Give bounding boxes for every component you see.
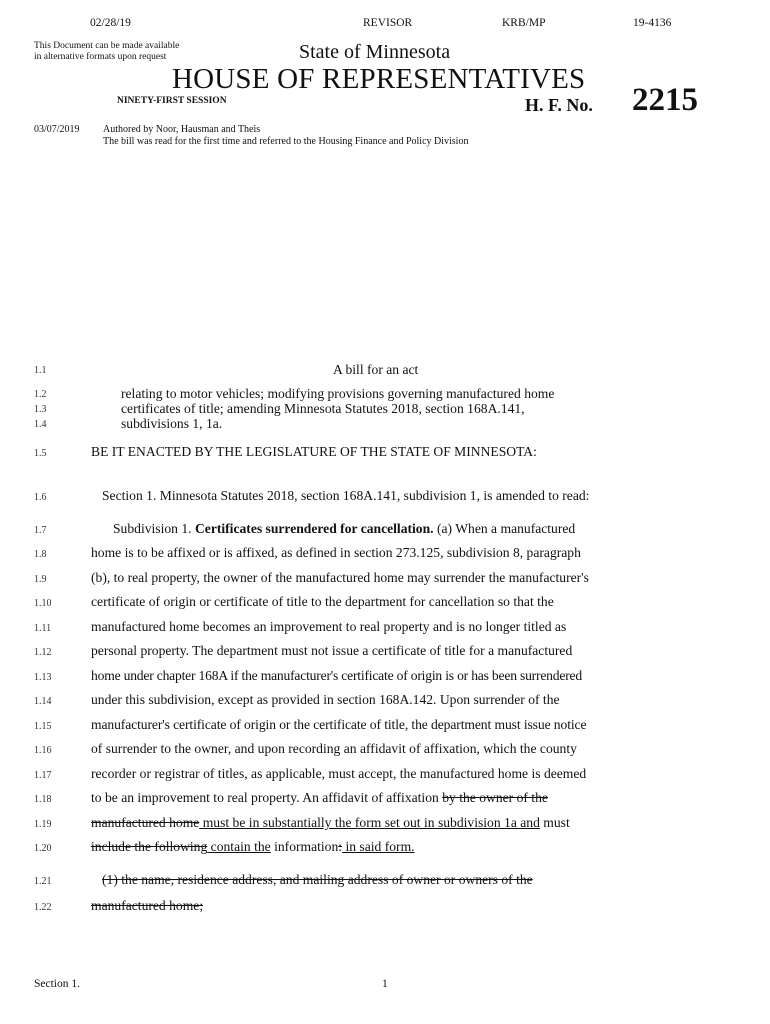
line-number: 1.13 bbox=[34, 672, 52, 683]
line-number: 1.22 bbox=[34, 902, 52, 913]
body-text: must bbox=[539, 815, 570, 830]
title-line: subdivisions 1, 1a. bbox=[121, 416, 223, 431]
body-line: home under chapter 168A if the manufacturer's certificate of origin is or has been surrendered bbox=[91, 668, 582, 683]
header-doc-id: 19-4136 bbox=[633, 17, 672, 29]
notice-line-1: This Document can be made available bbox=[34, 41, 180, 51]
body-line: personal property. The department must not issue a certificate of title for a manufactured bbox=[91, 643, 573, 658]
inserted-text: in said form. bbox=[342, 839, 415, 854]
line-number: 1.5 bbox=[34, 448, 47, 459]
line-number: 1.9 bbox=[34, 574, 47, 585]
body-line: of surrender to the owner, and upon recording an affidavit of affixation, which the county bbox=[91, 741, 577, 756]
header-revisor: REVISOR bbox=[363, 17, 413, 29]
enacting-clause: BE IT ENACTED BY THE LEGISLATURE OF THE STATE OF MINNESOTA: bbox=[91, 444, 537, 459]
line-number: 1.6 bbox=[34, 492, 47, 503]
struck-text: by the owner of the bbox=[442, 790, 548, 805]
line-number: 1.10 bbox=[34, 598, 52, 609]
body-line: manufactured home becomes an improvement to real property and is no longer titled as bbox=[91, 619, 567, 634]
meta-date: 03/07/2019 bbox=[34, 124, 80, 135]
hf-number: 2215 bbox=[632, 82, 698, 118]
notice-line-2: in alternative formats upon request bbox=[34, 52, 167, 62]
section-heading: Section 1. Minnesota Statutes 2018, section 168A.141, subdivision 1, is amended to read: bbox=[102, 488, 590, 503]
line-number: 1.17 bbox=[34, 770, 52, 781]
body-line: home is to be affixed or is affixed, as defined in section 273.125, subdivision 8, paragraph bbox=[91, 545, 581, 560]
header-initials: KRB/MP bbox=[502, 17, 546, 29]
body-text: (a) When a manufactured bbox=[433, 521, 576, 536]
struck-text: include the following bbox=[91, 839, 208, 854]
line-number: 1.20 bbox=[34, 843, 52, 854]
line-number: 1.21 bbox=[34, 876, 52, 887]
line-number: 1.16 bbox=[34, 745, 52, 756]
body-line bbox=[91, 839, 415, 855]
footer-section: Section 1. bbox=[34, 978, 80, 990]
authored-by: Authored by Noor, Hausman and Theis bbox=[103, 124, 261, 135]
alternative-format-notice bbox=[34, 41, 179, 63]
line-number: 1.3 bbox=[34, 404, 47, 415]
line-number: 1.2 bbox=[34, 389, 47, 400]
referral-note: The bill was read for the first time and referred to the Housing Finance and Policy Division bbox=[103, 136, 469, 147]
line-number: 1.7 bbox=[34, 525, 47, 536]
body-line: (b), to real property, the owner of the manufactured home may surrender the manufacturer's bbox=[91, 570, 589, 585]
state-title: State of Minnesota bbox=[299, 41, 451, 63]
body-line bbox=[113, 521, 575, 537]
line-number: 1.4 bbox=[34, 419, 47, 430]
meta-block bbox=[103, 124, 468, 148]
line-number: 1.15 bbox=[34, 721, 52, 732]
body-line bbox=[91, 815, 570, 831]
struck-text: manufactured home bbox=[91, 815, 200, 830]
body-text: to be an improvement to real property. An affidavit of affixation bbox=[91, 790, 443, 805]
line-number: 1.1 bbox=[34, 365, 47, 376]
body-line: certificate of origin or certificate of title to the department for cancellation so that the bbox=[91, 594, 554, 609]
bill-heading: A bill for an act bbox=[333, 362, 419, 377]
house-title: HOUSE OF REPRESENTATIVES bbox=[172, 63, 586, 95]
header-date: 02/28/19 bbox=[90, 17, 131, 29]
inserted-text: must be in substantially the form set out in subdivision 1a and bbox=[199, 815, 540, 830]
struck-line: manufactured home; bbox=[91, 898, 204, 913]
line-number: 1.19 bbox=[34, 819, 52, 830]
hf-label: H. F. No. bbox=[525, 95, 593, 115]
struck-line: (1) the name, residence address, and mailing address of owner or owners of the bbox=[102, 872, 533, 887]
body-line: under this subdivision, except as provided in section 168A.142. Upon surrender of the bbox=[91, 692, 560, 707]
inserted-text: contain the bbox=[207, 839, 271, 854]
session-label: NINETY-FIRST SESSION bbox=[117, 96, 227, 106]
body-line: manufacturer's certificate of origin or the certificate of title, the department must issue notice bbox=[91, 717, 587, 732]
struck-text: : bbox=[338, 839, 343, 854]
line-number: 1.8 bbox=[34, 549, 47, 560]
title-line: certificates of title; amending Minnesota Statutes 2018, section 168A.141, bbox=[121, 401, 525, 416]
body-line: recorder or registrar of titles, as applicable, must accept, the manufactured home is deemed bbox=[91, 766, 587, 781]
body-text: information bbox=[270, 839, 339, 854]
subdivision-headnote: Certificates surrendered for cancellation. bbox=[194, 521, 434, 536]
title-line: relating to motor vehicles; modifying provisions governing manufactured home bbox=[121, 386, 555, 401]
line-number: 1.12 bbox=[34, 647, 52, 658]
line-number: 1.18 bbox=[34, 794, 52, 805]
subdivision-label: Subdivision 1. bbox=[113, 521, 195, 536]
line-number: 1.11 bbox=[34, 623, 52, 634]
page-number: 1 bbox=[382, 978, 388, 990]
body-line bbox=[91, 790, 548, 806]
line-number: 1.14 bbox=[34, 696, 52, 707]
